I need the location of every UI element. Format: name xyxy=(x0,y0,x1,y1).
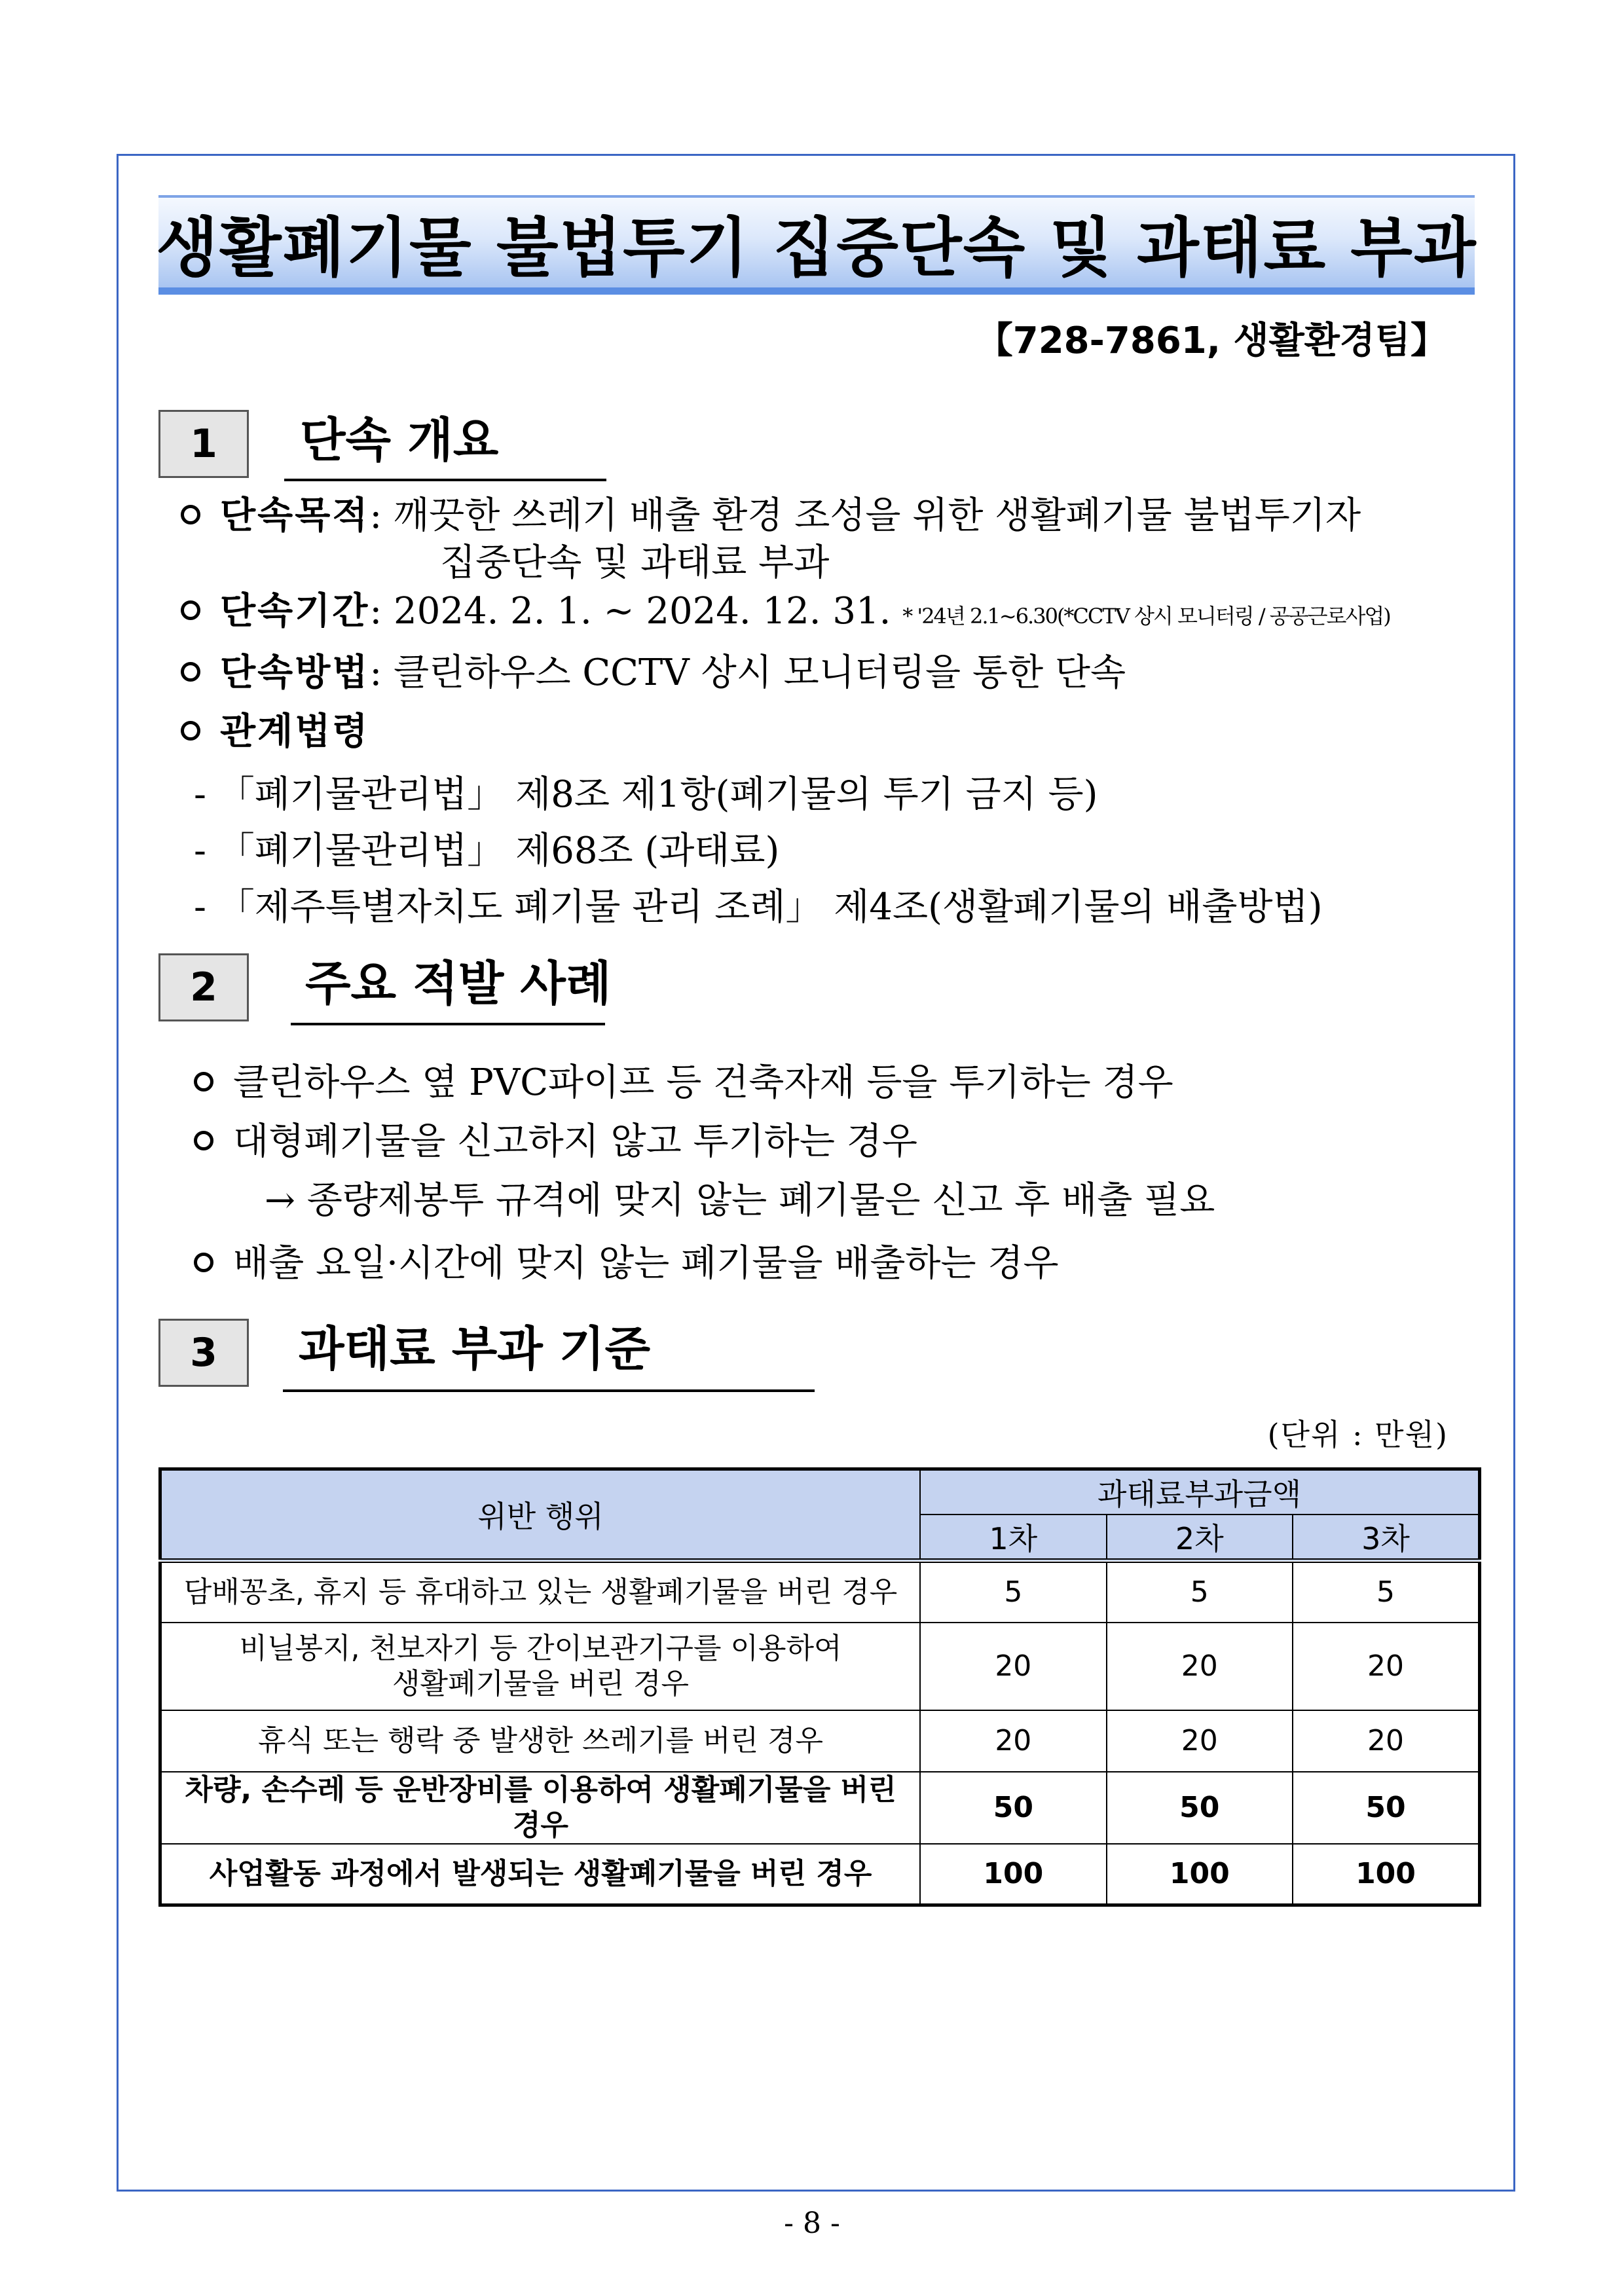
amount-cell: 50 xyxy=(1107,1772,1293,1844)
item-laws-label: 관계법령 xyxy=(220,710,370,753)
amount-cell: 5 xyxy=(1107,1561,1293,1623)
circle-bullet-icon xyxy=(194,1072,213,1092)
item-period-label: 단속기간 xyxy=(220,590,370,633)
item-method-label: 단속방법 xyxy=(220,652,370,694)
item-purpose-label: 단속목적 xyxy=(220,494,370,537)
section-3-underline xyxy=(283,1389,815,1392)
circle-bullet-icon xyxy=(194,1253,213,1272)
item-method xyxy=(181,652,1126,694)
case-subitem: → 종량제봉투 규격에 맞지 않는 폐기물은 신고 후 배출 필요 xyxy=(265,1179,1215,1222)
table-row xyxy=(160,1772,1480,1844)
col-header-2nd: 2차 xyxy=(1107,1515,1293,1561)
table-row xyxy=(160,1844,1480,1905)
circle-bullet-icon xyxy=(181,721,200,741)
section-1-title: 단속 개요 xyxy=(300,413,499,468)
section-2-underline xyxy=(291,1023,605,1025)
amount-cell: 20 xyxy=(920,1623,1106,1710)
amount-cell: 100 xyxy=(1107,1844,1293,1905)
violation-cell: 휴식 또는 행락 중 발생한 쓰레기를 버린 경우 xyxy=(160,1710,921,1772)
amount-cell: 20 xyxy=(1107,1710,1293,1772)
amount-cell: 5 xyxy=(1293,1561,1480,1623)
section-2-number: 2 xyxy=(158,953,249,1021)
item-period-note: * '24년 2.1~6.30(*CCTV 상시 모니터링 / 공공근로사업) xyxy=(902,604,1390,629)
item-purpose xyxy=(181,494,1361,537)
table-row xyxy=(160,1561,1480,1623)
violation-cell: 비닐봉지, 천보자기 등 간이보관기구를 이용하여 생활폐기물을 버린 경우 xyxy=(160,1623,921,1710)
circle-bullet-icon xyxy=(181,600,200,620)
title-banner xyxy=(158,195,1475,295)
col-header-amount: 과태료부과금액 xyxy=(920,1469,1479,1515)
section-2-title: 주요 적발 사례 xyxy=(305,956,612,1011)
item-purpose-text: : 깨끗한 쓰레기 배출 환경 조성을 위한 생활폐기물 불법투기자 xyxy=(369,494,1361,537)
circle-bullet-icon xyxy=(181,505,200,524)
page-number: - 8 - xyxy=(784,2207,840,2240)
law-item: - 「폐기물관리법」 제8조 제1항(폐기물의 투기 금지 등) xyxy=(194,773,1098,816)
amount-cell: 50 xyxy=(920,1772,1106,1844)
col-header-violation: 위반 행위 xyxy=(160,1469,921,1561)
amount-cell: 20 xyxy=(1293,1710,1480,1772)
table-row xyxy=(160,1623,1480,1710)
amount-cell: 20 xyxy=(1107,1623,1293,1710)
col-header-3rd: 3차 xyxy=(1293,1515,1480,1561)
law-item: - 「폐기물관리법」 제68조 (과태료) xyxy=(194,830,780,872)
fines-table xyxy=(158,1467,1481,1907)
section-1-underline xyxy=(284,479,606,481)
unit-label: (단위 : 만원) xyxy=(1267,1417,1449,1452)
amount-cell: 5 xyxy=(920,1561,1106,1623)
circle-bullet-icon xyxy=(194,1131,213,1150)
case-item: 클린하우스 옆 PVC파이프 등 건축자재 등을 투기하는 경우 xyxy=(194,1065,1173,1101)
violation-cell: 차량, 손수레 등 운반장비를 이용하여 생활폐기물을 버린 경우 xyxy=(160,1772,921,1844)
item-period xyxy=(181,590,1390,633)
section-3-number: 3 xyxy=(158,1319,249,1387)
page-title: 생활폐기물 불법투기 집중단속 및 과태료 부과 xyxy=(156,211,1477,285)
amount-cell: 100 xyxy=(920,1844,1106,1905)
circle-bullet-icon xyxy=(181,662,200,682)
item-method-text: : 클린하우스 CCTV 상시 모니터링을 통한 단속 xyxy=(369,652,1126,694)
amount-cell: 50 xyxy=(1293,1772,1480,1844)
section-1-number: 1 xyxy=(158,410,249,478)
case-item: 배출 요일·시간에 맞지 않는 폐기물을 배출하는 경우 xyxy=(194,1245,1059,1282)
amount-cell: 20 xyxy=(1293,1623,1480,1710)
violation-cell: 담배꽁초, 휴지 등 휴대하고 있는 생활폐기물을 버린 경우 xyxy=(160,1561,921,1623)
section-3-title: 과태료 부과 기준 xyxy=(299,1321,650,1376)
item-purpose-continued: 집중단속 및 과태료 부과 xyxy=(440,542,830,584)
law-item: - 「제주특별자치도 폐기물 관리 조례」 제4조(생활폐기물의 배출방법) xyxy=(194,886,1323,928)
amount-cell: 20 xyxy=(920,1710,1106,1772)
amount-cell: 100 xyxy=(1293,1844,1480,1905)
table-row xyxy=(160,1710,1480,1772)
item-period-text: : 2024. 2. 1. ~ 2024. 12. 31. xyxy=(369,590,891,633)
contact-info: 【728-7861, 생활환경팀】 xyxy=(976,320,1447,362)
item-laws xyxy=(181,710,370,753)
col-header-1st: 1차 xyxy=(920,1515,1106,1561)
violation-cell: 사업활동 과정에서 발생되는 생활폐기물을 버린 경우 xyxy=(160,1844,921,1905)
case-item: 대형폐기물을 신고하지 않고 투기하는 경우 xyxy=(194,1124,917,1160)
